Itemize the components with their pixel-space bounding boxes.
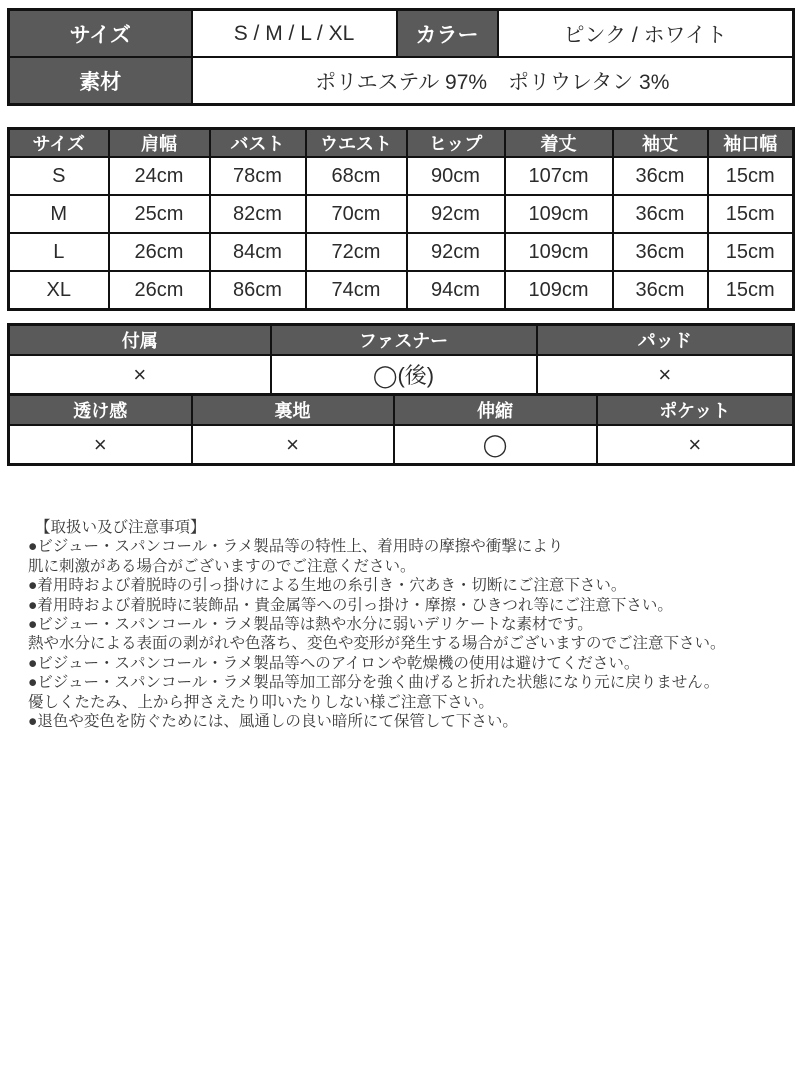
measure-cell: 72cm bbox=[306, 233, 407, 271]
features-header-row bbox=[9, 395, 794, 426]
care-note-line: 優しくたたみ、上から押さえたり叩いたりしない様ご注意下さい。 bbox=[28, 693, 494, 711]
material-label-cell: 素材 bbox=[9, 57, 192, 105]
care-note-line: ●ビジュー・スパンコール・ラメ製品等加工部分を強く曲げると折れた状態になり元に戻りません。 bbox=[28, 674, 720, 692]
table-row bbox=[9, 233, 794, 271]
table-row bbox=[9, 271, 794, 310]
measure-cell: 86cm bbox=[210, 271, 306, 310]
column-header: 袖口幅 bbox=[708, 129, 794, 158]
measure-cell: 78cm bbox=[210, 157, 306, 195]
column-header: 袖丈 bbox=[613, 129, 708, 158]
measure-cell: 26cm bbox=[109, 271, 210, 310]
care-note-line: 肌に刺激がある場合がございますのでご注意ください。 bbox=[28, 557, 416, 575]
measure-cell: 24cm bbox=[109, 157, 210, 195]
size-value-cell: S / M / L / XL bbox=[192, 10, 397, 58]
table-row bbox=[9, 355, 794, 395]
feature-value-cell: × bbox=[192, 425, 394, 465]
measure-cell: 68cm bbox=[306, 157, 407, 195]
measure-cell: 82cm bbox=[210, 195, 306, 233]
size-name-cell: M bbox=[9, 195, 109, 233]
care-note-line: ●退色や変色を防ぐためには、風通しの良い暗所にて保管して下さい。 bbox=[28, 713, 518, 731]
size-name-cell: XL bbox=[9, 271, 109, 310]
measure-cell: 94cm bbox=[407, 271, 505, 310]
column-header: 伸縮 bbox=[394, 395, 597, 426]
measure-cell: 109cm bbox=[505, 195, 613, 233]
column-header: ウエスト bbox=[306, 129, 407, 158]
table-row bbox=[9, 57, 794, 105]
feature-value-cell: ◯(後) bbox=[271, 355, 537, 395]
size-name-cell: S bbox=[9, 157, 109, 195]
column-header: ヒップ bbox=[407, 129, 505, 158]
column-header: 透け感 bbox=[9, 395, 192, 426]
table-row bbox=[9, 10, 794, 58]
feature-value-cell: × bbox=[9, 355, 271, 395]
measure-cell: 36cm bbox=[613, 271, 708, 310]
column-header: 着丈 bbox=[505, 129, 613, 158]
measure-cell: 92cm bbox=[407, 233, 505, 271]
column-header: サイズ bbox=[9, 129, 109, 158]
measure-cell: 15cm bbox=[708, 271, 794, 310]
color-value-cell: ピンク / ホワイト bbox=[498, 10, 794, 58]
measure-cell: 15cm bbox=[708, 233, 794, 271]
material-value-cell: ポリエステル 97% ポリウレタン 3% bbox=[192, 57, 794, 105]
measure-cell: 74cm bbox=[306, 271, 407, 310]
column-header: バスト bbox=[210, 129, 306, 158]
measure-cell: 109cm bbox=[505, 271, 613, 310]
column-header: 肩幅 bbox=[109, 129, 210, 158]
measure-cell: 15cm bbox=[708, 157, 794, 195]
column-header: 裏地 bbox=[192, 395, 394, 426]
column-header: ファスナー bbox=[271, 325, 537, 356]
measure-cell: 15cm bbox=[708, 195, 794, 233]
care-note-line: 熱や水分による表面の剥がれや色落ち、変色や変形が発生する場合がございますのでご注意下さい。 bbox=[28, 635, 726, 653]
care-notes bbox=[28, 518, 800, 731]
size-name-cell: L bbox=[9, 233, 109, 271]
measure-cell: 70cm bbox=[306, 195, 407, 233]
measure-cell: 36cm bbox=[613, 157, 708, 195]
measure-cell: 92cm bbox=[407, 195, 505, 233]
care-note-line: ●ビジュー・スパンコール・ラメ製品等は熱や水分に弱いデリケートな素材です。 bbox=[28, 616, 593, 634]
care-notes-title: 【取扱い及び注意事項】 bbox=[35, 519, 206, 536]
color-label-cell: カラー bbox=[397, 10, 498, 58]
product-info-table bbox=[7, 8, 795, 106]
features-table-bottom bbox=[7, 393, 795, 466]
feature-value-cell: × bbox=[9, 425, 192, 465]
features-header-row bbox=[9, 325, 794, 356]
measure-cell: 90cm bbox=[407, 157, 505, 195]
measurements-header-row bbox=[9, 129, 794, 158]
column-header: ポケット bbox=[597, 395, 794, 426]
care-note-line: ●ビジュー・スパンコール・ラメ製品等へのアイロンや乾燥機の使用は避けてください。 bbox=[28, 654, 640, 672]
measure-cell: 109cm bbox=[505, 233, 613, 271]
measure-cell: 107cm bbox=[505, 157, 613, 195]
features-table-top bbox=[7, 323, 795, 396]
feature-value-cell: × bbox=[537, 355, 794, 395]
size-measurements-table bbox=[7, 127, 795, 311]
table-row bbox=[9, 157, 794, 195]
care-note-line: ●ビジュー・スパンコール・ラメ製品等の特性上、着用時の摩擦や衝撃により bbox=[28, 538, 564, 556]
measure-cell: 25cm bbox=[109, 195, 210, 233]
size-label-cell: サイズ bbox=[9, 10, 192, 58]
table-row bbox=[9, 425, 794, 465]
measure-cell: 36cm bbox=[613, 195, 708, 233]
measure-cell: 36cm bbox=[613, 233, 708, 271]
care-note-line: ●着用時および着脱時の引っ掛けによる生地の糸引き・穴あき・切断にご注意下さい。 bbox=[28, 577, 627, 595]
feature-value-cell: ◯ bbox=[394, 425, 597, 465]
column-header: 付属 bbox=[9, 325, 271, 356]
measure-cell: 26cm bbox=[109, 233, 210, 271]
feature-value-cell: × bbox=[597, 425, 794, 465]
table-row bbox=[9, 195, 794, 233]
column-header: パッド bbox=[537, 325, 794, 356]
care-note-line: ●着用時および着脱時に装飾品・貴金属等への引っ掛け・摩擦・ひきつれ等にご注意下さい。 bbox=[28, 596, 673, 614]
measure-cell: 84cm bbox=[210, 233, 306, 271]
